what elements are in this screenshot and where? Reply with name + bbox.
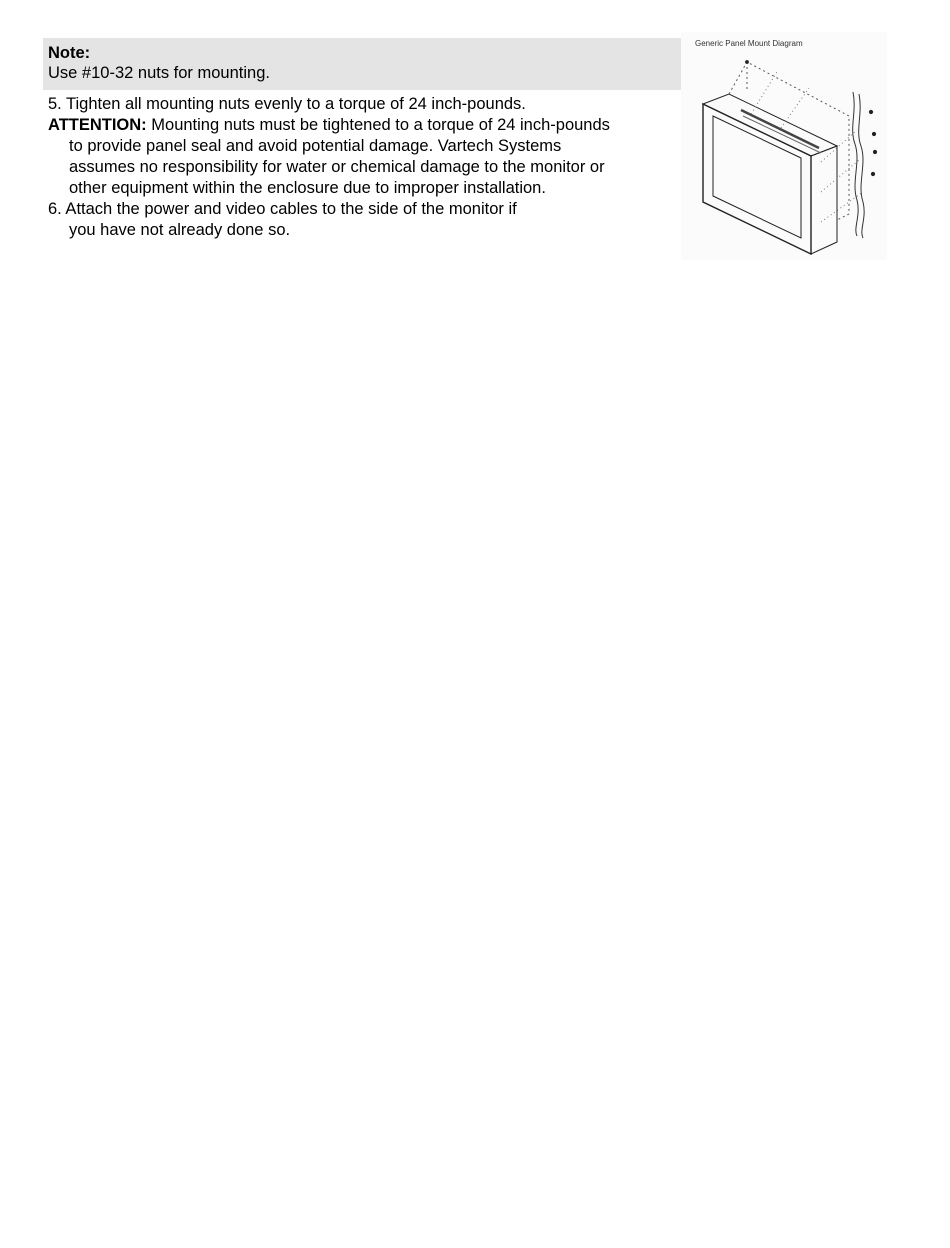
instruction-steps [48, 94, 678, 241]
step-5: 5. Tighten all mounting nuts evenly to a torque of 24 inch-pounds. [48, 95, 526, 113]
attention-line: other equipment within the enclosure due to improper installation. [69, 179, 546, 197]
attention-line: assumes no responsibility for water or chemical damage to the monitor or [69, 158, 605, 176]
panel-mount-diagram [681, 32, 887, 260]
note-text: Use #10-32 nuts for mounting. [48, 64, 270, 82]
step-6: 6. Attach the power and video cables to the side of the monitor if [48, 200, 517, 218]
panel-mount-illustration [681, 32, 887, 260]
diagram-title: Generic Panel Mount Diagram [695, 39, 803, 48]
attention-label: ATTENTION: [48, 116, 147, 134]
note-box [43, 38, 682, 90]
step-6-continued: you have not already done so. [69, 221, 291, 239]
attention-first-line: Mounting nuts must be tightened to a torque of 24 inch-pounds [146, 116, 610, 134]
attention-paragraph [48, 115, 678, 136]
note-title: Note: [48, 44, 91, 62]
attention-line: to provide panel seal and avoid potential damage. Vartech Systems [69, 137, 562, 155]
